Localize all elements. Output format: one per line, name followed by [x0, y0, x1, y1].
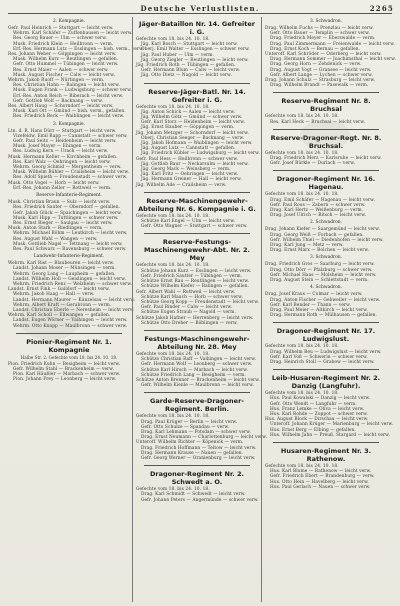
casualty-entry: Wehrm. Albert Kraft — Gerabronn — verm. [13, 302, 112, 308]
casualty-entry: Res. Karl Walz — Oehringen — leicht verw. [13, 159, 111, 165]
casualty-entry: Hus. Ernst Berg — Elbing — gefallen. [270, 427, 356, 433]
casualty-entry: Drag. Emil Schäfer — Hagenau — leicht verw. [270, 197, 375, 203]
casualty-entry: Wehrm. Friedrich Renz — Welzheim — schwer verw. [13, 281, 133, 287]
casualty-entry: Drag. Wilhelm Fuchs — Prenzlau — leicht verw. [265, 26, 374, 31]
casualty-entry: Gefr. Paul Heinrich — Stuttgart — leicht verw. [8, 26, 114, 31]
casualty-entry: Landst. Hermann Maurer — Künzelsau — leicht verw. [13, 297, 136, 303]
section-divider [273, 322, 379, 323]
casualty-entry: Musk. Gottlieb Nagel — Tettnang — leicht verw. [13, 241, 123, 247]
casualty-entry: Res. Paul Schwarz — Ravensburg — schwer verw. [13, 246, 127, 252]
casualty-entry: Gefr. Wilhelm Kienle — Maulbronn — leicht verw. [141, 383, 254, 389]
unit-heading: Reserve-Festungs-Maschinengewehr-Abt. Nr. 2. Mey [143, 238, 251, 263]
unit-heading: Garde-Reserve-Dragoner-Regiment. Berlin. [150, 397, 244, 414]
casualty-entry: Schütze Johann Kurz — Esslingen — leicht verw. [141, 268, 252, 274]
casualty-entry: Gefr. Jakob Glück — Spaichingen — leicht verw. [13, 210, 122, 216]
casualty-entry: Vizefeldw. Emil Rapp — Cannstatt — schwer verw. [13, 133, 128, 139]
casualty-entry: Gefechte vom 18. bis 24. 10. 18. [265, 344, 339, 350]
casualty-entry: Landst. Eugen Wörner — Vaihingen — leicht verw. [13, 318, 128, 324]
casualty-entry: Schütze Anton Brenner — Brackenheim — leicht verw. [136, 377, 261, 383]
casualty-entry: Gefechte vom 18. bis 24. 10. 18. [265, 463, 339, 469]
casualty-entry: Gefr. Otto Wendt — Langfuhr — verm. [270, 401, 357, 407]
casualty-entry: Jäg. Georg Mack — Weinsberg — verm. [141, 167, 231, 173]
casualty-entry: Jäg. Anton Schick — Aalen — leicht verw. [141, 109, 236, 115]
column-rule-2 [261, 17, 262, 602]
casualty-entry: Wehrm. Georg Schmid — Mergentheim — verw. [13, 165, 122, 171]
casualty-entry: Gefechte vom 18. bis 24. 10. 18. [136, 263, 210, 269]
unit-subheading: Halbe Str. 2. Gefechte vom 18. bis 24. 10. 18. [20, 354, 118, 360]
casualty-entry: Gefechte vom 18. bis 24. 10. 18. [136, 37, 210, 42]
unit-heading: Pionier-Regiment Nr. 1. Kompagnie [26, 337, 112, 354]
casualty-entry: Res. Adolf Spieth — Freudenstadt — schwer verw. [13, 175, 128, 181]
casualty-entry: Gefr. Albert Wahl — Rottweil — leicht verw. [136, 289, 236, 295]
casualty-entry: Drag. Hermann Krause — Nauen — gefallen. [141, 450, 244, 456]
casualty-entry: Ltn. d. R. Hans Dürr — Stuttgart — leicht verw. [8, 128, 117, 134]
casualty-entry: Unteroff. Karl Schröder — Oderberg — leicht verw. [265, 52, 382, 58]
section-divider [273, 129, 379, 130]
casualty-entry: Schütze Karl Engel — Ulm — leicht verw. [141, 219, 236, 225]
casualty-entry: Res. Friedrich Sauter — Oberndorf — gefallen. [13, 205, 121, 211]
casualty-entry: Res. Ludwig Kern — Urach — leicht verw. [13, 149, 109, 155]
casualty-entry: Wehrm. Jakob Ruoff — Nürtingen — verm. [8, 78, 105, 84]
casualty-entry: Drag. Friedrich Merz — Karlsruhe — leicht verw. [270, 156, 382, 162]
section-divider [144, 465, 250, 466]
casualty-entry: Jäg. Johann Metzger — Schorndorf — leicht verw. [136, 130, 249, 136]
casualty-entry: Gefr. Wilhelm Thiel — Diedenhofen — leicht verw. [270, 237, 384, 243]
casualty-entry: Schütze Christian Raff — Vaihingen — leicht verw. [141, 357, 257, 363]
unit-heading: Festungs-Maschinengewehr-Abteilung Nr. 28. Mey [144, 334, 250, 351]
casualty-entry: Hus. August Block — Dirschau — leicht verw. [265, 417, 369, 423]
casualty-entry: Erf.-Res. Anton Reich — Biberach — leicht verw. [13, 93, 124, 99]
casualty-entry: Drag. Friedrich Gros — Saarburg — leicht verw. [265, 262, 375, 268]
casualty-entry: Jäg. Karl Fritz — Oehringen — leicht verw. [141, 172, 239, 178]
column-3 [265, 17, 397, 601]
company-heading: 3. Kompagnie. [52, 121, 86, 127]
casualty-entry: Gefechte vom 18. bis 24. 10. 18. [136, 351, 210, 357]
casualty-entry: Gefr. Otto Bauer — Templin — schwer verw. [270, 31, 371, 37]
company-heading: 3. Schwadron. [309, 19, 343, 24]
casualty-entry: Erf.-Res. Johann Zeller — Rottweil — verm. [13, 185, 112, 191]
casualty-entry: Jäg. August Lutz — Cannstatt — gefallen. [141, 146, 236, 152]
casualty-entry: Drag. Ernst Neumann — Charlottenburg — leicht verw. [141, 435, 268, 441]
casualty-entry: Drag. Johann Schulz — Strasburg — leicht verw. [265, 78, 376, 84]
casualty-entry: Schütze Eugen Straub — Nagold — verm. [141, 310, 236, 316]
unit-heading: Leib-Husaren-Regiment Nr. 2. Danzig (Langfuhr). [271, 374, 381, 391]
column-2 [136, 17, 268, 601]
company-heading: 2. Schwadron. [309, 220, 343, 226]
casualty-entry: Gefr. Michael Haas — Molsheim — leicht verw. [270, 272, 377, 278]
casualty-entry: Gefr. Georg Werner — Oranienburg — leicht verw. [141, 455, 256, 461]
section-divider [144, 330, 250, 331]
casualty-entry: Landst. Wilhelm Holl — Geislingen — leicht verw. [13, 276, 126, 282]
casualty-entry: Musk. Friedrich Klein — Heilbronn — verm. [13, 41, 114, 47]
casualty-entry: Gefechte vom 18. bis 24. 10. 18. [265, 114, 339, 120]
company-heading: Reserve-Infanterie-Regiment. [36, 193, 102, 199]
section-divider [144, 233, 250, 234]
section-divider [144, 83, 250, 84]
column-1 [8, 17, 144, 601]
casualty-entry: Jäg. Paul Huber — Ulm — verm. [141, 52, 214, 58]
casualty-entry: Hus. Wilhelm Jahn — Preuß. Stargard — leicht verw. [270, 432, 390, 438]
casualty-entry: Wehrm. Georg Lang — Laupheim — gefallen. [13, 271, 116, 277]
casualty-entry: Jäg. Wilhelm Ade — Crailsheim — verw. [136, 182, 227, 188]
casualty-entry: Hus. Paul Kowalski — Danzig — leicht verw. [270, 396, 371, 402]
section-divider [144, 392, 250, 393]
casualty-entry: Res. Friedrich Beck — Waiblingen — leicht verw. [13, 114, 125, 120]
casualty-entry: Gefr. Josef Bürkle — Durlach — verw. [270, 161, 355, 167]
casualty-entry: Musk. Josef Mayer — Ehingen — verm. [13, 144, 102, 150]
casualty-entry: Drag. Anton Fischer — Gebweiler — leicht verw. [270, 297, 381, 303]
casualty-entry: Hus. Karl Blume — Rathenow — leicht verw. [270, 469, 372, 475]
casualty-entry: Drag. Hermann Sommer — Joachimsthal — leicht verw. [270, 57, 397, 63]
casualty-entry: Musk. Hermann Keller — Kirchheim — gefallen. [8, 154, 118, 160]
casualty-entry: Gefechte vom 18. bis 24. 10. 18. [136, 414, 210, 420]
casualty-entry: Gefr. Albert Lange — Lychen — schwer verw. [270, 72, 373, 78]
casualty-entry: Musk. Wilhelm Bühler — Crailsheim — leicht verw. [13, 170, 130, 176]
casualty-entry: Schütze Georg Kopp — Freudenstadt — leicht verw. [141, 299, 260, 305]
casualty-entry: Jäg. Ernst Hauber — Göppingen — verm. [141, 125, 235, 131]
casualty-entry: Schütze Ernst Rau — Reutlingen — leicht verw. [141, 279, 250, 285]
casualty-entry: Musk. Wilhelm Kurz — Reutlingen — gefallen. [13, 57, 119, 63]
casualty-entry: Musk. Eugen Frank — Ludwigsburg — schwer verw. [13, 88, 132, 94]
casualty-entry: Gefechte vom 18. bis 24. 10. 18. [136, 104, 210, 110]
header-rule [8, 13, 392, 14]
casualty-entry: Gefr. Paul Seitz — Heidenheim — leicht verw. [13, 139, 117, 145]
company-heading: 3. Schwadron. [309, 255, 343, 261]
unit-heading: Reserve-Jäger-Batl. Nr. 14. Gefreiter i. G. [148, 87, 246, 104]
casualty-entry: Drag. Otto Dörr — Pfalzburg — schwer verw. [270, 267, 373, 273]
casualty-entry: Pion. Friedrich Kuhn — Besigheim — leicht verw. [8, 361, 121, 367]
casualty-entry: Res. Ernst Rieger — Saulgau — leicht verw. [13, 220, 113, 226]
casualty-entry: Gefechte vom 18. bis 24. 10. 18. [265, 150, 339, 156]
unit-heading: Dragoner-Regiment Nr. 17. Ludwigslust. [276, 327, 376, 344]
section-divider [144, 192, 250, 193]
casualty-entry: Drag. Josef Ulrich — Bitsch — leicht verw. [270, 213, 367, 219]
casualty-entry: Musk. Karl Hipp — Tuttlingen — schwer verw. [13, 215, 119, 221]
casualty-entry: Oberj. Christian Seeger — Backnang — verw. [141, 135, 245, 141]
casualty-entry: Schütze Otto Dreher — Böblingen — verw. [141, 320, 238, 326]
casualty-entry: Res. Karl Heck — Bruchsal — leicht verw. [270, 119, 366, 125]
casualty-entry: Unteroff. Wilhelm Richter — Köpenick — verm. [136, 440, 244, 446]
casualty-entry: Gefr. Otto Schulze — Spandau — verw. [141, 424, 230, 430]
casualty-entry: Gefechte vom 18. bis 24. 10. 18. [136, 213, 210, 219]
company-heading: Landwehr-Infanterie-Regiment. [33, 254, 105, 260]
casualty-entry: Drag. Karl Schmidt — Schwedt — leicht verw. [141, 492, 246, 498]
casualty-entry: Drag. Hermann Roth — Mülhausen — gefallen. [270, 313, 378, 319]
page-number: 2265 [369, 4, 394, 13]
unit-heading: Husaren-Regiment Nr. 3. Rathenow. [280, 446, 372, 463]
company-heading: 2. Kompagnie. [52, 19, 86, 24]
casualty-entry: Drag. Karl Lehmann — Potsdam — schwer verw. [141, 429, 252, 435]
casualty-entry: Gefr. Paul Hess — Heilbronn — schwer verw. [136, 156, 239, 162]
casualty-entry: Drag. August Vogt — Gransee — leicht verw. [270, 67, 372, 73]
casualty-entry: Musk. Otto Vogel — Horb — leicht verw. [8, 180, 100, 186]
casualty-entry: Jäg. Otto Dietz — Nagold — leicht verw. [141, 73, 232, 79]
company-heading: 4. Schwadron. [309, 285, 343, 291]
casualty-entry: Jäg. Karl Bosch — Stuttgart — leicht verw. [141, 42, 238, 48]
casualty-entry: Schütze Karl Mauch — Horb — schwer verw. [141, 294, 244, 300]
casualty-entry: Drag. Wilhelm Beu — Ludwigslust — leicht verw. [270, 349, 382, 355]
casualty-entry: Gefechte vom 18. bis 24. 10. 18. [136, 487, 210, 493]
casualty-entry: Drag. Georg Weiß — Forbach — gefallen. [270, 232, 364, 238]
casualty-entry: Res. Christian Hahn — Balingen — leicht verw. [13, 83, 121, 89]
casualty-entry: Drag. Ernst Marx — Bolchen — leicht verw. [270, 248, 370, 254]
casualty-entry: Hus. Paul Gerlach — Nauen — schwer verw. [270, 484, 371, 490]
casualty-entry: Gefr. Paul Roos — Zabern — schwer verw. [270, 202, 366, 208]
casualty-entry: Gefr. Friedrich Ebert — Brandenburg — verw. [270, 474, 375, 480]
casualty-entry: Res. Ernst Maier — Aalen — schwer verw. [13, 67, 109, 73]
casualty-entry: Jäg. Jakob Hofmann — Waiblingen — leicht verw. [141, 141, 253, 147]
casualty-entry: Jäg. Georg Ziegler — Reutlingen — leicht verw. [141, 57, 249, 63]
casualty-entry: Jäg. Gottlob Baur — Neckarsulm — leicht verw. [141, 161, 249, 167]
casualty-entry: Drag. Heinrich Stoll — Grabow — leicht verw. [270, 359, 375, 365]
casualty-entry: Jäg. Friedrich Kübler — Ludwigsburg — leicht verw. [141, 151, 260, 157]
casualty-entry: Drag. Paul Krüger — Berlin — leicht verw. [141, 419, 238, 425]
casualty-entry: Drag. Wilhelm Brandt — Pasewalk — verm. [270, 83, 369, 89]
casualty-entry: Jäg. Wilhelm Götz — Gmünd — schwer verw. [141, 115, 243, 121]
casualty-entry: Gefr. Hermann Blum — Calw — leicht verw. [141, 68, 241, 74]
casualty-entry: Jäg. Friedrich Roth — Tübingen — gefallen. [136, 63, 236, 69]
casualty-entry: Wehrm. Jakob Haag — Hall — verw. [13, 292, 95, 298]
casualty-entry: Musk. Anton Stark — Riedlingen — verm. [8, 226, 103, 232]
unit-heading: Reserve-Regiment Nr. 8. Bruchsal [281, 97, 371, 114]
casualty-entry: Wehrm. Karl Schäfer — Zuffenhausen — leicht verw. [13, 31, 133, 37]
casualty-entry: Drag. Paul Zimmermann — Freienwalde — leicht verw. [270, 41, 395, 47]
casualty-entry: Res. Johann Weber — Göppingen — leicht verw. [8, 52, 117, 58]
casualty-entry: Gefechte vom 18. bis 24. 10. 18. [265, 192, 339, 198]
casualty-entry: Landst. Johann Moser — Münsingen — verm. [13, 266, 116, 272]
casualty-entry: Hus. Karl Rohde — Zoppot — schwer verw. [270, 411, 368, 417]
casualty-entry: Wehrm. Karl Scholl — Ellwangen — gefallen. [8, 313, 111, 319]
casualty-entry: Drag. Karl Hertz — Weißenburg — verm. [270, 208, 364, 214]
casualty-entry: Gefr. Otto Wagner — Stuttgart — schwer verw. [141, 224, 248, 230]
casualty-entry: Drag. Georg Horn — Zehdenick — verw. [270, 62, 362, 68]
section-divider [273, 442, 379, 443]
casualty-entry: Schütze Wilhelm Kiefer — Balingen — gefallen. [141, 284, 250, 290]
casualty-entry: Gefr. Karl Storz — Heidenheim — leicht verw. [141, 120, 246, 126]
casualty-entry: Gefechte vom 18. bis 24. 10. 18. [265, 391, 339, 397]
casualty-entry: Gefr. Otto Hummel — Tübingen — leicht verw. [13, 62, 119, 68]
casualty-entry: Pion. Johann Frey — Leonberg — leicht verw. [13, 377, 117, 383]
casualty-entry: Hus. Franz Lemke — Oliva — leicht verw. [270, 406, 365, 412]
casualty-entry: Musk. Christian Braun — Sulz — leicht verw. [8, 200, 111, 206]
casualty-entry: Erf.-Res. Hermann Lutz — Esslingen — bish. verm., verw. [13, 46, 144, 52]
casualty-entry: Res. August Wahl — Wangen — verw. [13, 236, 98, 242]
unit-heading: Dragoner-Regiment Nr. 16. Hagenau. [276, 175, 376, 192]
casualty-entry: Drag. Karl Jung — Metz — verw. [270, 243, 344, 249]
casualty-entry: Gefr. Paul Binder — Calw — leicht verw. [141, 305, 233, 311]
casualty-entry: Drag. Friedrich Hoffmann — Teltow — leicht verw. [141, 445, 257, 451]
section-divider [16, 333, 122, 334]
casualty-entry: Gefr. Johann Peters — Angermünde — schwer verw. [141, 497, 259, 503]
section-divider [273, 369, 379, 370]
casualty-entry: Oberj. Emil Walter — Esslingen — schwer verw. [141, 47, 250, 53]
casualty-entry: Unteroff. Johann Krüger — Marienburg — leicht verw. [270, 422, 394, 428]
casualty-entry: Schütze Jakob Hafner — Herrenberg — leicht verw. [136, 315, 254, 321]
casualty-entry: Landst. Ernst Fink — Gaildorf — leicht verw. [8, 287, 110, 293]
casualty-entry: Drag. Friedrich Meyer — Eberswalde — verm. [270, 36, 376, 42]
casualty-entry: Musk. August Fischer — Calw — leicht verw. [13, 72, 115, 78]
casualty-entry: Res. Albert Haug — Schorndorf — leicht verw. [8, 104, 114, 110]
casualty-entry: Wehrm. Michael Böhm — Leutkirch — leicht verw. [13, 231, 128, 237]
casualty-entry: Schütze Karl Hirsch — Marbach — leicht verw. [141, 367, 248, 373]
casualty-entry: Drag. Ernst Koch — Bernau — gefallen. [270, 46, 361, 52]
casualty-entry: Landst. Christian Eberle — Neresheim — leicht verw. [13, 307, 135, 313]
casualty-entry: Gefr. Wilhelm Stahl — Brackenheim — verw. [13, 366, 115, 372]
unit-heading: Reserve-Maschinengewehr-Abteilung Nr. 6. Kompagnie i. G. [138, 196, 256, 213]
unit-heading: Reserve-Dragoner-Regt. Nr. 8. Bruchsal. [270, 133, 382, 150]
casualty-entry: Drag. Josef Kraus — Colmar — leicht verw. [265, 292, 363, 298]
casualty-entry: Wehrm. Karl Rist — Blaubeuren — leicht verw. [8, 261, 115, 267]
casualty-entry: Gefr. Gottlob Wolf — Backnang — verw. [13, 98, 103, 104]
casualty-entry: Jäg. Hermann Greiner — Hall — leicht verw. [141, 177, 242, 183]
section-divider [273, 92, 379, 93]
casualty-entry: Schütze Friedrich Lang — Besigheim — verm. [141, 372, 246, 378]
column-rule-1 [132, 17, 133, 602]
section-divider [273, 170, 379, 171]
casualty-entry: Drag. Johann Kiefer — Saargemünd — leicht verw. [265, 227, 381, 233]
casualty-entry: Gefr. Friedrich Sautter — Tübingen — verm. [141, 273, 243, 279]
running-title: Deutsche Verlustlisten. [140, 4, 260, 13]
unit-heading: Jäger-Bataillon Nr. 14. Gefreiter i. G. [138, 20, 255, 36]
casualty-entry: Res. Georg Bauer — Ulm — schwer verw. [13, 36, 107, 42]
casualty-entry: Hus. Otto Hein — Havelberg — leicht verw. [270, 479, 369, 485]
casualty-entry: Drag. Paul Meier — Altkirch — leicht verw. [270, 307, 369, 313]
casualty-entry: Gefr. Karl Voß — Schwerin — schwer verw. [270, 354, 368, 360]
casualty-entry: Gefr. Hermann Wolf — Leonberg — schwer verw. [141, 362, 253, 368]
casualty-entry: Musk. Karl Ott — Gmünd — bish. verm., gefallen. [13, 109, 126, 115]
casualty-entry: Gefr. Karl Bender — Thann — verw. [270, 302, 351, 308]
unit-heading: Dragoner-Regiment Nr. 2. Schwedt a. O. [150, 470, 244, 487]
casualty-entry: Drag. August Stein — Schlettstadt — verm. [270, 278, 369, 284]
casualty-entry: Wehrm. Otto Knapp — Maulbronn — schwer verw. [13, 323, 128, 329]
casualty-entry: Pion. Karl Häußler — Marbach — schwer verw. [13, 372, 121, 378]
